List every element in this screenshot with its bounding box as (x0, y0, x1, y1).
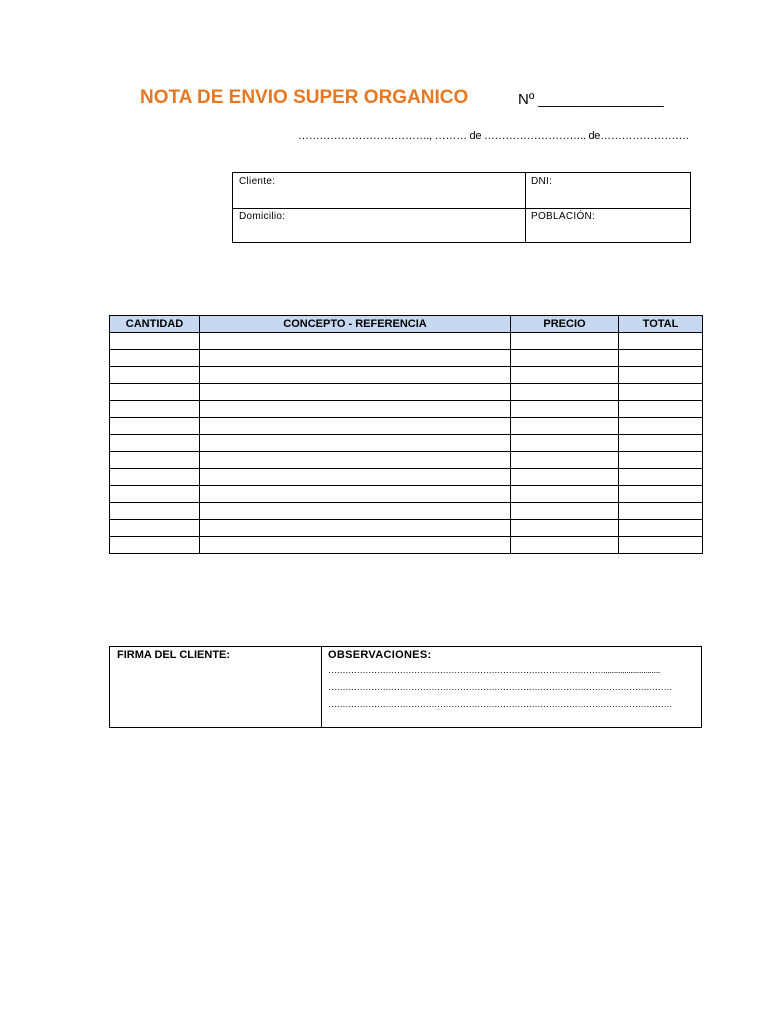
cell-concepto[interactable] (200, 503, 511, 520)
cell-concepto[interactable] (200, 435, 511, 452)
cell-cantidad[interactable] (110, 350, 200, 367)
cell-cantidad[interactable] (110, 452, 200, 469)
column-header-total: TOTAL (619, 316, 703, 333)
signature-label: FIRMA DEL CLIENTE: (117, 649, 231, 661)
cell-total[interactable] (619, 418, 703, 435)
cell-cantidad[interactable] (110, 537, 200, 554)
observation-line: ………………………………………………………………………………………………………… (328, 682, 673, 692)
cell-precio[interactable] (511, 503, 619, 520)
cell-concepto[interactable] (200, 486, 511, 503)
cell-total[interactable] (619, 486, 703, 503)
signature-box-divider (321, 647, 322, 727)
cell-concepto[interactable] (200, 384, 511, 401)
table-row (110, 367, 703, 384)
cell-precio[interactable] (511, 537, 619, 554)
table-row (110, 537, 703, 554)
cell-precio[interactable] (511, 401, 619, 418)
cell-total[interactable] (619, 469, 703, 486)
cell-concepto[interactable] (200, 350, 511, 367)
cell-cantidad[interactable] (110, 435, 200, 452)
table-row (110, 384, 703, 401)
poblacion-label: POBLACIÓN: (531, 211, 596, 222)
items-table-body (110, 333, 703, 554)
cell-cantidad[interactable] (110, 384, 200, 401)
cell-precio[interactable] (511, 350, 619, 367)
cell-concepto[interactable] (200, 333, 511, 350)
cell-cantidad[interactable] (110, 333, 200, 350)
observations-label: OBSERVACIONES: (328, 649, 432, 661)
cell-concepto[interactable] (200, 367, 511, 384)
table-row (110, 401, 703, 418)
table-row (110, 435, 703, 452)
domicilio-label: Domicilio: (239, 211, 286, 222)
cell-precio[interactable] (511, 367, 619, 384)
cell-concepto[interactable] (200, 520, 511, 537)
items-table-header (110, 316, 703, 333)
cell-cantidad[interactable] (110, 418, 200, 435)
column-header-cantidad: CANTIDAD (110, 316, 200, 333)
cell-precio[interactable] (511, 333, 619, 350)
column-header-concepto: CONCEPTO - REFERENCIA (200, 316, 511, 333)
table-row (110, 452, 703, 469)
column-header-precio: PRECIO (511, 316, 619, 333)
cell-concepto[interactable] (200, 401, 511, 418)
cell-precio[interactable] (511, 520, 619, 537)
cell-precio[interactable] (511, 452, 619, 469)
table-row (110, 350, 703, 367)
cell-concepto[interactable] (200, 537, 511, 554)
cell-total[interactable] (619, 537, 703, 554)
cell-cantidad[interactable] (110, 469, 200, 486)
observation-line: ………………………………………………………………………………………………………… (328, 699, 673, 709)
cell-concepto[interactable] (200, 418, 511, 435)
dni-label: DNI: (531, 176, 553, 187)
cell-total[interactable] (619, 435, 703, 452)
table-row (110, 520, 703, 537)
cell-cantidad[interactable] (110, 503, 200, 520)
client-box-divider (525, 173, 526, 242)
cell-total[interactable] (619, 452, 703, 469)
cell-total[interactable] (619, 401, 703, 418)
cell-total[interactable] (619, 520, 703, 537)
client-row-2 (233, 208, 690, 243)
cell-precio[interactable] (511, 435, 619, 452)
cell-total[interactable] (619, 350, 703, 367)
cell-cantidad[interactable] (110, 520, 200, 537)
cell-precio[interactable] (511, 469, 619, 486)
client-info-box (232, 172, 691, 243)
cell-cantidad[interactable] (110, 367, 200, 384)
date-line: ………………………………., ……… de ……………………….. de……………………. (298, 130, 689, 142)
table-row (110, 503, 703, 520)
cell-concepto[interactable] (200, 452, 511, 469)
items-table (109, 315, 703, 554)
signature-box (109, 646, 702, 728)
table-row (110, 469, 703, 486)
cell-total[interactable] (619, 367, 703, 384)
client-row-1 (233, 173, 690, 209)
table-row (110, 418, 703, 435)
cell-total[interactable] (619, 333, 703, 350)
cell-cantidad[interactable] (110, 401, 200, 418)
cell-precio[interactable] (511, 384, 619, 401)
document-title: NOTA DE ENVIO SUPER ORGANICO (140, 87, 469, 108)
cliente-label: Cliente: (239, 176, 276, 187)
observation-line: ……………………………………………………………………………………........................... (328, 665, 660, 675)
table-row (110, 486, 703, 503)
cell-precio[interactable] (511, 418, 619, 435)
table-row (110, 333, 703, 350)
cell-cantidad[interactable] (110, 486, 200, 503)
note-number: Nº _______________ (518, 91, 664, 108)
cell-concepto[interactable] (200, 469, 511, 486)
cell-total[interactable] (619, 503, 703, 520)
cell-precio[interactable] (511, 486, 619, 503)
cell-total[interactable] (619, 384, 703, 401)
